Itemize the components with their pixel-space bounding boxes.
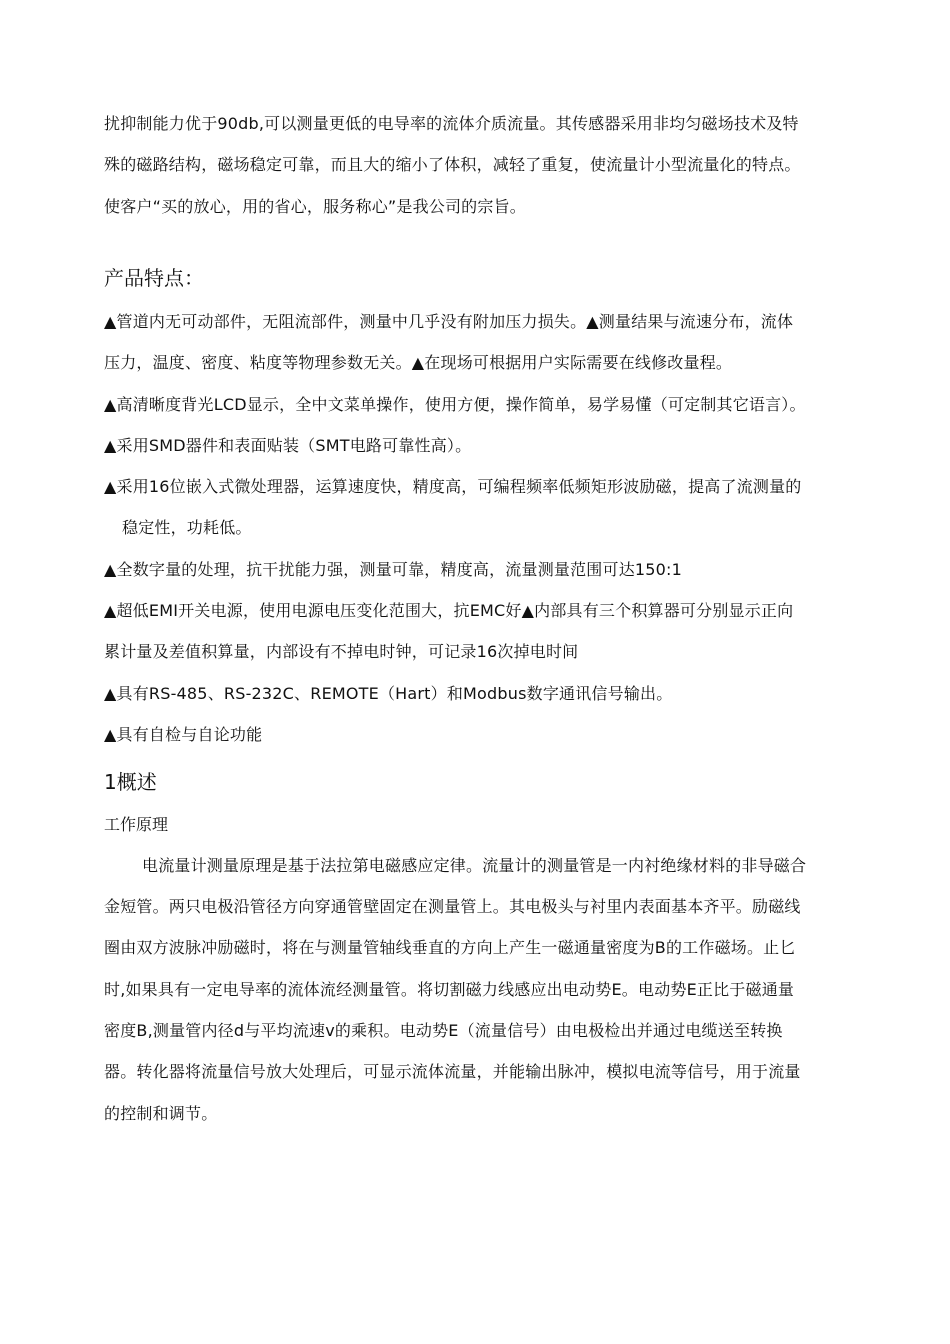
overview-line-5: 密度B,测量管内径d与平均流速v的乘积。电动势E（流量信号）由电极检出并通过电缆送至转换 [104,1021,783,1040]
features-heading: 产品特点： [104,266,204,290]
feature-line-5: ▲采用16位嵌入式微处理器，运算速度快，精度高，可编程频率低频矩形波励磁，提高了流测量的 [104,477,802,496]
feature-line-6: 稳定性，功耗低。 [122,518,252,537]
overview-line-4: 时,如果具有一定电导率的流体流经测量管。将切割磁力线感应出电动势E。电动势E正比于磁通量 [104,980,795,999]
feature-line-2: 压力，温度、密度、粘度等物理参数无关。▲在现场可根据用户实际需要在线修改量程。 [104,353,733,372]
overview-line-3: 圈由双方波脉冲励磁时，将在与测量管轴线垂直的方向上产生一磁通量密度为B的工作磁场。止匕 [104,938,796,957]
overview-line-6: 器。转化器将流量信号放大处理后，可显示流体流量，并能输出脉冲，模拟电流等信号，用于流量 [104,1062,801,1081]
feature-line-3: ▲高清晰度背光LCD显示，全中文菜单操作，使用方便，操作简单，易学易懂（可定制其它语言）。 [104,395,806,414]
feature-line-1: ▲管道内无可动部件，无阻流部件，测量中几乎没有附加压力损失。▲测量结果与流速分布，流体 [104,312,794,331]
overview-line-1: 电流量计测量原理是基于法拉第电磁感应定律。流量计的测量管是一内衬绝缘材料的非导磁合 [142,856,807,875]
intro-line-1: 扰抑制能力优于90db,可以测量更低的电导率的流体介质流量。其传感器采用非均匀磁场技术及特 [104,114,799,133]
feature-line-4: ▲采用SMD器件和表面贴装（SMT电路可靠性高）。 [104,436,472,455]
feature-line-10: ▲具有RS-485、RS-232C、REMOTE（Hart）和Modbus数字通讯信号输出。 [104,684,673,703]
overview-heading: 1概述 [104,770,157,794]
feature-line-11: ▲具有自检与自论功能 [104,725,263,744]
overview-line-7: 的控制和调节。 [104,1104,218,1123]
intro-line-3: 使客户“买的放心，用的省心，服务称心”是我公司的宗旨。 [104,197,526,216]
overview-line-2: 金短管。两只电极沿管径方向穿通管壁固定在测量管上。其电极头与衬里内表面基本齐平。励磁线 [104,897,801,916]
overview-subheading: 工作原理 [104,815,169,834]
feature-line-8: ▲超低EMI开关电源，使用电源电压变化范围大，抗EMC好▲内部具有三个积算器可分别显示正向 [104,601,794,620]
feature-line-7: ▲全数字量的处理，抗干扰能力强，测量可靠，精度高，流量测量范围可达150:1 [104,560,683,579]
intro-line-2: 殊的磁路结构，磁场稳定可靠，而且大的缩小了体积，减轻了重复，使流量计小型流量化的特点。 [104,155,801,174]
feature-line-9: 累计量及差值积算量，内部设有不掉电时钟，可记录16次掉电时间 [104,642,579,661]
